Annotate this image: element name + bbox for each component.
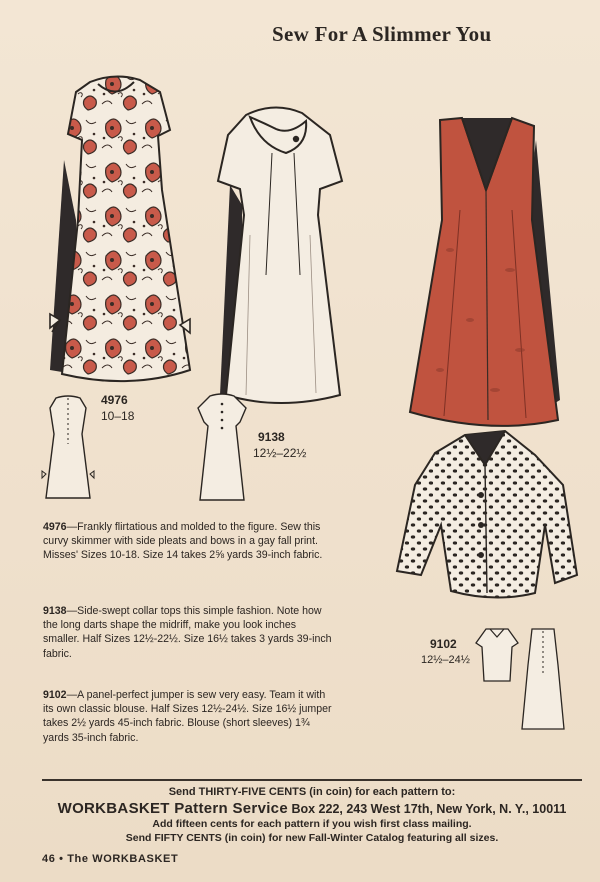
jumper-9102-back-view <box>518 625 568 735</box>
pattern-4976-number: 4976 <box>101 393 128 407</box>
dress-9138-illustration <box>190 95 360 415</box>
description-code: 4976 <box>43 521 67 533</box>
page-title: Sew For A Slimmer You <box>272 22 492 46</box>
blouse-9102-illustration <box>385 425 585 605</box>
footer-send-line: Send THIRTY-FIVE CENTS (in coin) for each pattern to: <box>168 786 456 798</box>
description-text: —A panel-perfect jumper is sew very easy. Team it with its own classic blouse. Half Sizes 12½-24½. Size 16½ jumper takes 2½ yards 45-inch fabric. Blouse (short sleeves) 1¾ yards 35-inch fabric. <box>43 689 332 744</box>
dress-4976-illustration <box>20 70 210 420</box>
pattern-9102-number: 9102 <box>430 637 457 651</box>
description-text: —Side-swept collar tops this simple fashion. Note how the long darts shape the midriff, make you look inches smaller. Half Sizes 12½-22½. Size 16½ takes 3 yards 39-inch fabric. <box>43 605 332 660</box>
description-9102 <box>43 688 333 745</box>
footer-service-line <box>42 800 582 817</box>
description-code: 9102 <box>43 689 67 701</box>
pattern-4976-sizes: 10–18 <box>101 409 135 423</box>
dress-4976-back-view <box>38 394 98 504</box>
description-9138 <box>43 604 333 661</box>
jumper-9102-illustration <box>400 100 580 440</box>
pattern-service-name: WORKBASKET Pattern Service <box>57 800 288 817</box>
description-code: 9138 <box>43 605 67 617</box>
page-folio: 46 • The WORKBASKET <box>42 853 179 865</box>
footer-rule <box>42 779 582 781</box>
description-text: —Frankly flirtatious and molded to the figure. Sew this curvy skimmer with side pleats and bows in a gay fall print. Misses' Sizes 10-18. Size 14 takes 2⅝ yards 39-inch fabric. <box>43 521 323 562</box>
dress-9138-back-view <box>192 392 252 507</box>
blouse-9102-back-view <box>472 625 522 685</box>
footer-first-class-line: Add fifteen cents for each pattern if you wish first class mailing. <box>152 818 472 830</box>
pattern-service-address: Box 222, 243 West 17th, New York, N. Y., 10011 <box>291 802 567 816</box>
pattern-9102-sizes: 12½–24½ <box>421 654 470 666</box>
pattern-9138-number: 9138 <box>258 430 285 444</box>
footer-catalog-line: Send FIFTY CENTS (in coin) for new Fall-Winter Catalog featuring all sizes. <box>125 832 499 844</box>
pattern-9138-sizes: 12½–22½ <box>253 446 307 460</box>
description-4976 <box>43 520 333 563</box>
